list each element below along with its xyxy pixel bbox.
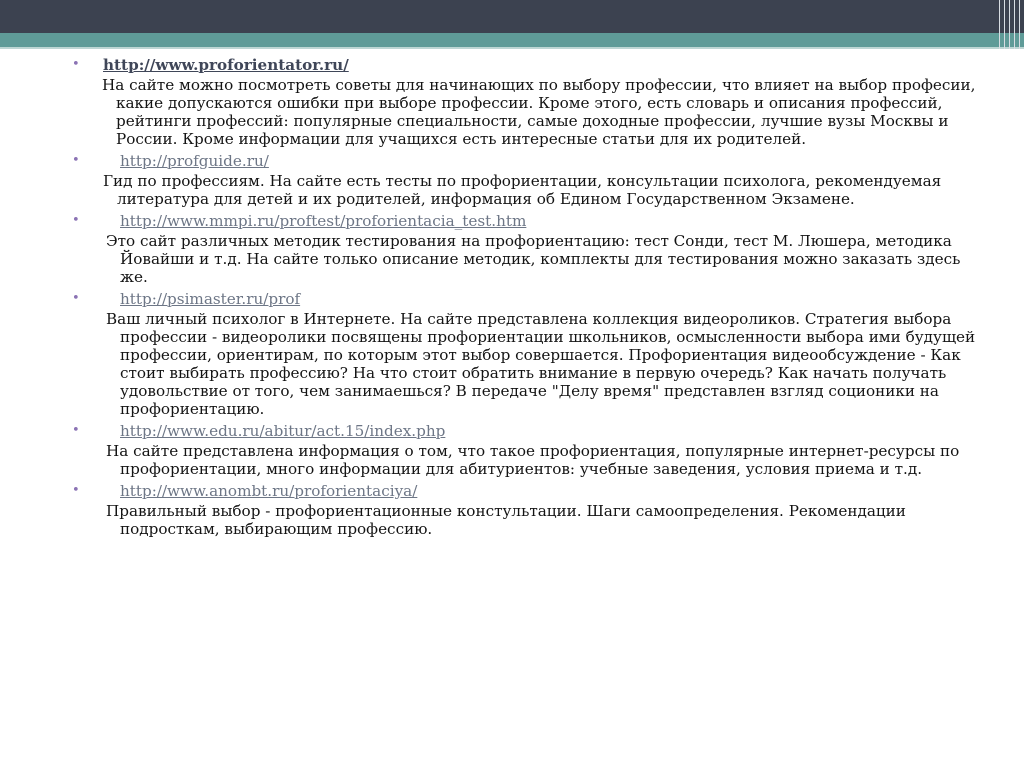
resource-link[interactable]: http://www.mmpi.ru/proftest/proforientacia_test.htm [120, 212, 527, 230]
resource-link[interactable]: http://www.anombt.ru/proforientaciya/ [120, 482, 418, 500]
resource-description: На сайте можно посмотреть советы для начинающих по выбору профессии, что влияет на выбор професии, какие допускаются ошибки при выборе профессии. Кроме этого, есть словарь и описания профессий, рейтинги профессий: популярные специальности, самые доходные профессии, лучшие вузы Москвы и России. Кроме информации для учащихся есть интересные статьи для их родителей. [102, 76, 976, 148]
resource-list [72, 55, 992, 542]
bullet-icon: • [72, 423, 80, 438]
resource-link[interactable]: http://profguide.ru/ [120, 152, 269, 170]
list-item [72, 290, 992, 418]
resource-link[interactable]: http://www.edu.ru/abitur/act.15/index.php [120, 422, 446, 440]
bullet-icon: • [72, 153, 80, 168]
resource-description: Гид по профессиям. На сайте есть тесты по профориентации, консультации психолога, рекомендуемая литература для детей и их родителей, информация об Едином Государственном Экзамене. [103, 172, 942, 208]
resource-link[interactable]: http://www.proforientator.ru/ [103, 56, 349, 74]
list-item [72, 422, 992, 478]
resource-link[interactable]: http://psimaster.ru/prof [120, 290, 301, 308]
resource-description: На сайте представлена информация о том, что такое профориентация, популярные интернет-ресурсы по профориентации, много информации для абитуриентов: учебные заведения, условия приема и т.д. [106, 442, 960, 478]
list-item [72, 152, 992, 208]
slide-corner-decoration [990, 0, 1024, 49]
list-item [72, 482, 992, 538]
slide-header-band [0, 33, 1024, 47]
bullet-icon: • [72, 57, 80, 72]
bullet-icon: • [72, 483, 80, 498]
bullet-icon: • [72, 213, 80, 228]
resource-description: Ваш личный психолог в Интернете. На сайте представлена коллекция видеороликов. Стратегия выбора профессии - видеоролики посвящены профориентации школьников, осмысленности выбора ими будущей профессии, ориентирам, по которым этот выбор совершается. Профориентация видеообсуждение - Как стоит выбирать профессию? На что стоит обратить внимание в первую очередь? Как начать получать удовольствие от того, чем занимаешься? В передаче "Делу время" представлен взгляд соционики на профориентацию. [106, 310, 976, 418]
resource-description: Правильный выбор - профориентационные констультации. Шаги самоопределения. Рекомендации подросткам, выбирающим профессию. [106, 502, 906, 538]
list-item [72, 56, 992, 148]
bullet-icon: • [72, 291, 80, 306]
slide-header-divider [0, 47, 1024, 49]
list-item [72, 212, 992, 286]
slide-header-bar [0, 0, 1024, 33]
resource-description: Это сайт различных методик тестирования на профориентацию: тест Сонди, тест М. Люшера, методика Йовайши и т.д. На сайте только описание методик, комплекты для тестирования можно заказать здесь же. [106, 232, 961, 286]
